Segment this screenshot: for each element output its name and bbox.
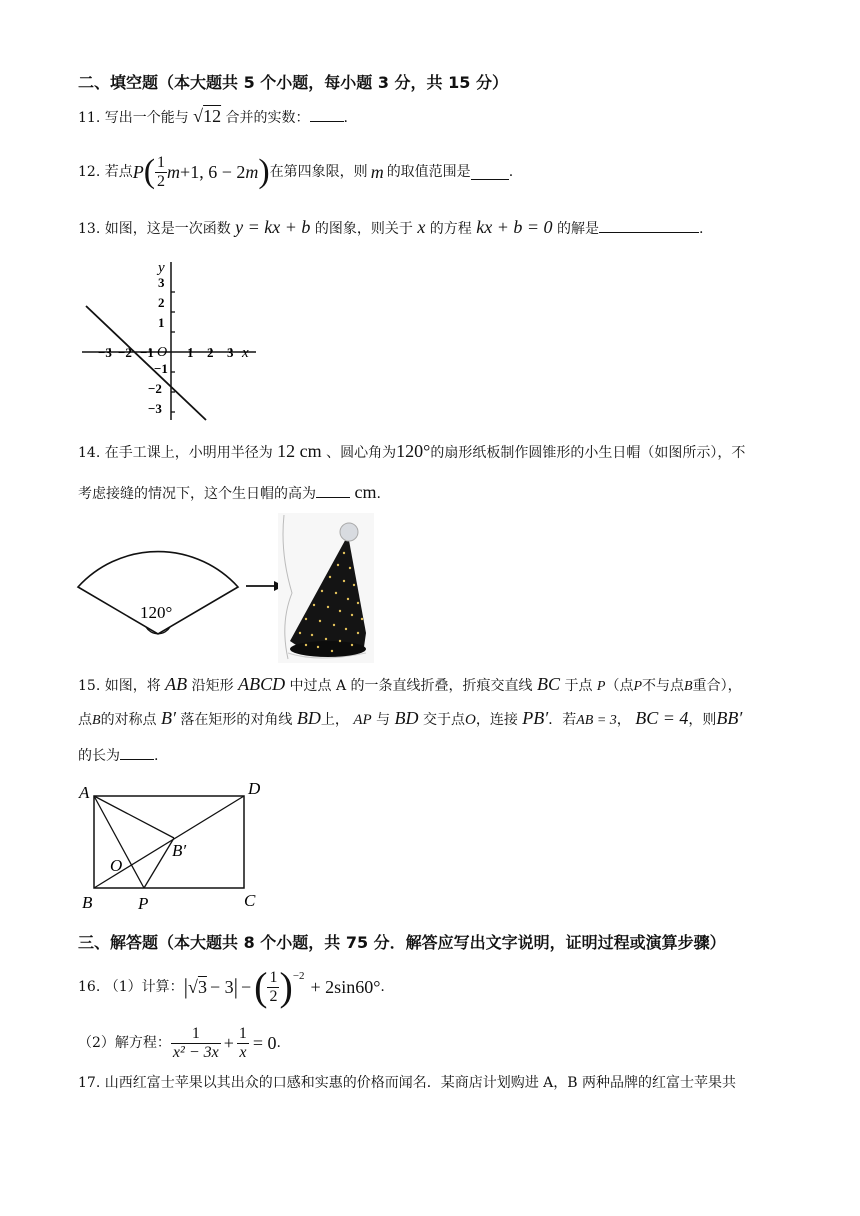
y-tick-label: 1 [158,315,165,330]
question-12: 12. 若点 P ( $\frac{1}{2}$ m +1, 6 − 2 m ) 在第四象限，则 m 的取值范围是 . [78,153,514,190]
point-p-label: P [138,894,149,913]
point-c-label: C [244,891,256,910]
sqrt-3: √3 [188,977,207,997]
rectangle-fold-figure [76,776,272,916]
question-14-line-2: 考虑接缝的情况下，这个生日帽的高为 cm. [78,482,381,502]
x-tick-label: 3 [227,345,234,360]
fraction-1: $\frac{1}{\text{x² − 3x}}$ [172,1024,219,1061]
question-15-line-2: 点B的对称点 B′ 落在矩形的对角线 BD上， AP 与 BD 交于点O，连接 PB′．若AB = 3， BC = 4，则BB′ [78,708,743,728]
answer-blank[interactable] [120,744,154,760]
answer-blank[interactable] [310,106,344,122]
x-tick-label: −3 [98,345,112,360]
x-axis-label: x [242,345,249,361]
sqrt-12: √12 [193,106,222,126]
x-tick-label: 2 [207,345,214,360]
fraction-half: $\frac{1}{2}$ [157,153,166,190]
sector-angle-label: 120° [140,603,173,622]
y-tick-label: 2 [158,295,165,310]
question-16-part-1: 16. （1）计算： | √3 − 3 | − ( $\frac{1}{2}$ ) −2 + 2sin60° . [78,964,385,1009]
section-2-title: 二、填空题（本大题共 5 个小题，每小题 3 分，共 15 分） [78,73,508,92]
question-16-part-2: （2）解方程： $\frac{1}{\text{x² − 3x}}$ + $\frac{1}{x}$ = 0 . [78,1024,281,1061]
linear-function-graph [78,256,268,424]
angle-arc [146,627,170,634]
equation: kx + b = 0 [476,217,553,237]
point-a-label: A [79,783,90,802]
function-expression: y = kx + b [235,217,311,237]
y-tick-label: −1 [154,361,168,376]
point-d-label: D [248,779,261,798]
function-line [86,306,206,420]
x-tick-label: −2 [118,345,132,360]
question-11: 11. 写出一个能与 √12 合并的实数： . [78,106,348,126]
answer-blank[interactable] [599,217,699,233]
y-tick-label: −3 [148,401,162,416]
answer-blank[interactable] [316,482,350,498]
point-o-label: O [110,856,123,875]
question-15-line-3: 的长为 . [78,744,158,766]
segment-pb-prime [144,838,174,888]
x-tick-label: −1 [140,345,154,360]
fraction-2: $\frac{1}{x}$ [238,1024,247,1061]
question-17: 17. 山西红富士苹果以其出众的口感和实惠的价格而闻名．某商店计划购进 A，B 两种品牌的红富士苹果共 [78,1075,737,1091]
y-axis-label: y [158,260,165,276]
section-3-title: 三、解答题（本大题共 8 个小题，共 75 分．解答应写出文字说明，证明过程或演算步骤） [78,933,726,952]
question-13: 13. 如图，这是一次函数 y = kx + b 的图象，则关于 x 的方程 kx + b = 0 的解是 . [78,217,704,237]
answer-blank[interactable] [471,164,509,180]
fraction-half: $\frac{1}{2}$ [269,968,278,1005]
x-tick-label: 1 [187,345,194,360]
party-hat-image [278,513,374,663]
question-15-line-1: 15. 如图，将 AB 沿矩形 ABCD 中过点 A 的一条直线折叠，折痕交直线 BC 于点 P（点P不与点B重合）， [78,674,742,694]
sector-figure [74,530,244,640]
point-b-label: B [82,893,93,912]
point-b-prime-label: B′ [172,841,187,860]
y-tick-label: 3 [158,275,165,290]
y-tick-label: −2 [148,381,162,396]
question-14-line-1: 14. 在手工课上，小明用半径为 12 cm 、圆心角为120°的扇形纸板制作圆锥形的小生日帽（如图所示），不 [78,441,746,461]
origin-label: O [157,345,168,360]
